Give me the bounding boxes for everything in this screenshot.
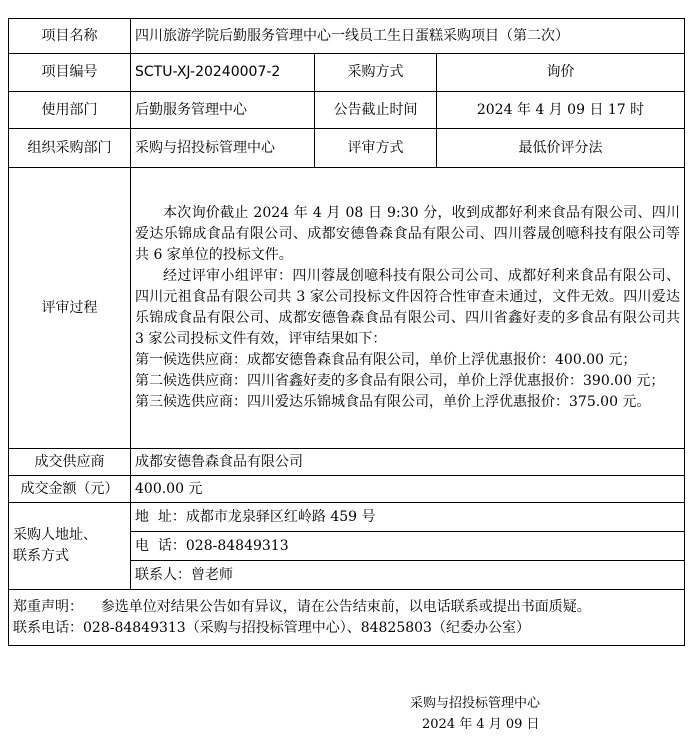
address-value: 地 址：成都市龙泉驿区红岭路 459 号 [131,503,685,532]
project-name-value: 四川旅游学院后勤服务管理中心一线员工生日蛋糕采购项目（第二次） [131,19,685,54]
process-label: 评审过程 [9,168,131,449]
purchase-method-label: 采购方式 [315,54,437,92]
row-process [9,168,685,449]
process-content [131,168,685,449]
project-no-label: 项目编号 [9,54,131,92]
amount-value: 400.00 元 [131,476,685,503]
row-supplier [9,449,685,476]
contact-label-line-1: 采购人地址、 [13,527,97,543]
supplier-label: 成交供应商 [9,449,131,476]
org-label: 组织采购部门 [9,129,131,168]
process-paragraph-1: 本次询价截止 2024 年 4 月 08 日 9:30 分，收到成都好利来食品有限公司、四川爱达乐锦成食品有限公司、成都安德鲁森食品有限公司、四川蓉晟创噫科技有限公司等共 6 家单位的投标文件。 [135,205,681,263]
process-paragraph-2: 经过评审小组评审：四川蓉晟创噫科技有限公司公司、成都好利来食品有限公司、四川元祖食品有限公司共 3 家公司投标文件因符合性审查未通过，文件无效。四川爱达乐锦成食品有限公司、成都安德鲁森食品有限公司、四川省鑫好麦的多食品有限公司共 3 家公司投标文件有效，评审结果如下： [135,268,681,347]
row-amount [9,476,685,503]
review-method-value: 最低价评分法 [437,129,685,168]
signature-block [410,693,540,735]
process-third-candidate: 第三候选供应商：四川爱达乐锦城食品有限公司，单价上浮优惠报价：375.00 元。 [135,394,651,410]
amount-label: 成交金额（元） [9,476,131,503]
process-second-candidate: 第二候选供应商：四川省鑫好麦的多食品有限公司，单价上浮优惠报价：390.00 元； [135,373,665,389]
contact-label [9,503,131,590]
row-project-no [9,54,685,92]
contact-person-value: 联系人：曾老师 [131,561,685,590]
row-project-name [9,19,685,54]
notice-line-1: 郑重声明： 参选单位对结果公告如有异议，请在公告结束前，以电话联系或提出书面质疑。 [13,598,591,615]
purchase-method-value: 询价 [437,54,685,92]
contact-label-line-2: 联系方式 [13,548,69,564]
result-notice-table [8,18,685,646]
process-first-candidate: 第一候选供应商：成都安德鲁森食品有限公司，单价上浮优惠报价：400.00 元； [135,352,637,368]
footer-org: 采购与招投标管理中心 [410,696,541,711]
dept-label: 使用部门 [9,92,131,129]
deadline-value: 2024 年 4 月 09 日 17 时 [437,92,685,129]
deadline-label: 公告截止时间 [315,92,437,129]
row-org [9,129,685,168]
supplier-value: 成都安德鲁森食品有限公司 [131,449,685,476]
footer-date: 2024 年 4 月 09 日 [422,717,540,732]
project-no-value: SCTU-XJ-20240007-2 [131,54,315,92]
org-value: 采购与招投标管理中心 [131,129,315,168]
row-dept [9,92,685,129]
phone-value: 电 话：028-84849313 [131,532,685,561]
row-address [9,503,685,532]
review-method-label: 评审方式 [315,129,437,168]
notice-content [9,590,685,646]
project-name-label: 项目名称 [9,19,131,54]
row-notice [9,590,685,646]
notice-line-2: 联系电话：028-84849313（采购与招投标管理中心）、84825803（纪委办公室） [13,619,530,636]
dept-value: 后勤服务管理中心 [131,92,315,129]
